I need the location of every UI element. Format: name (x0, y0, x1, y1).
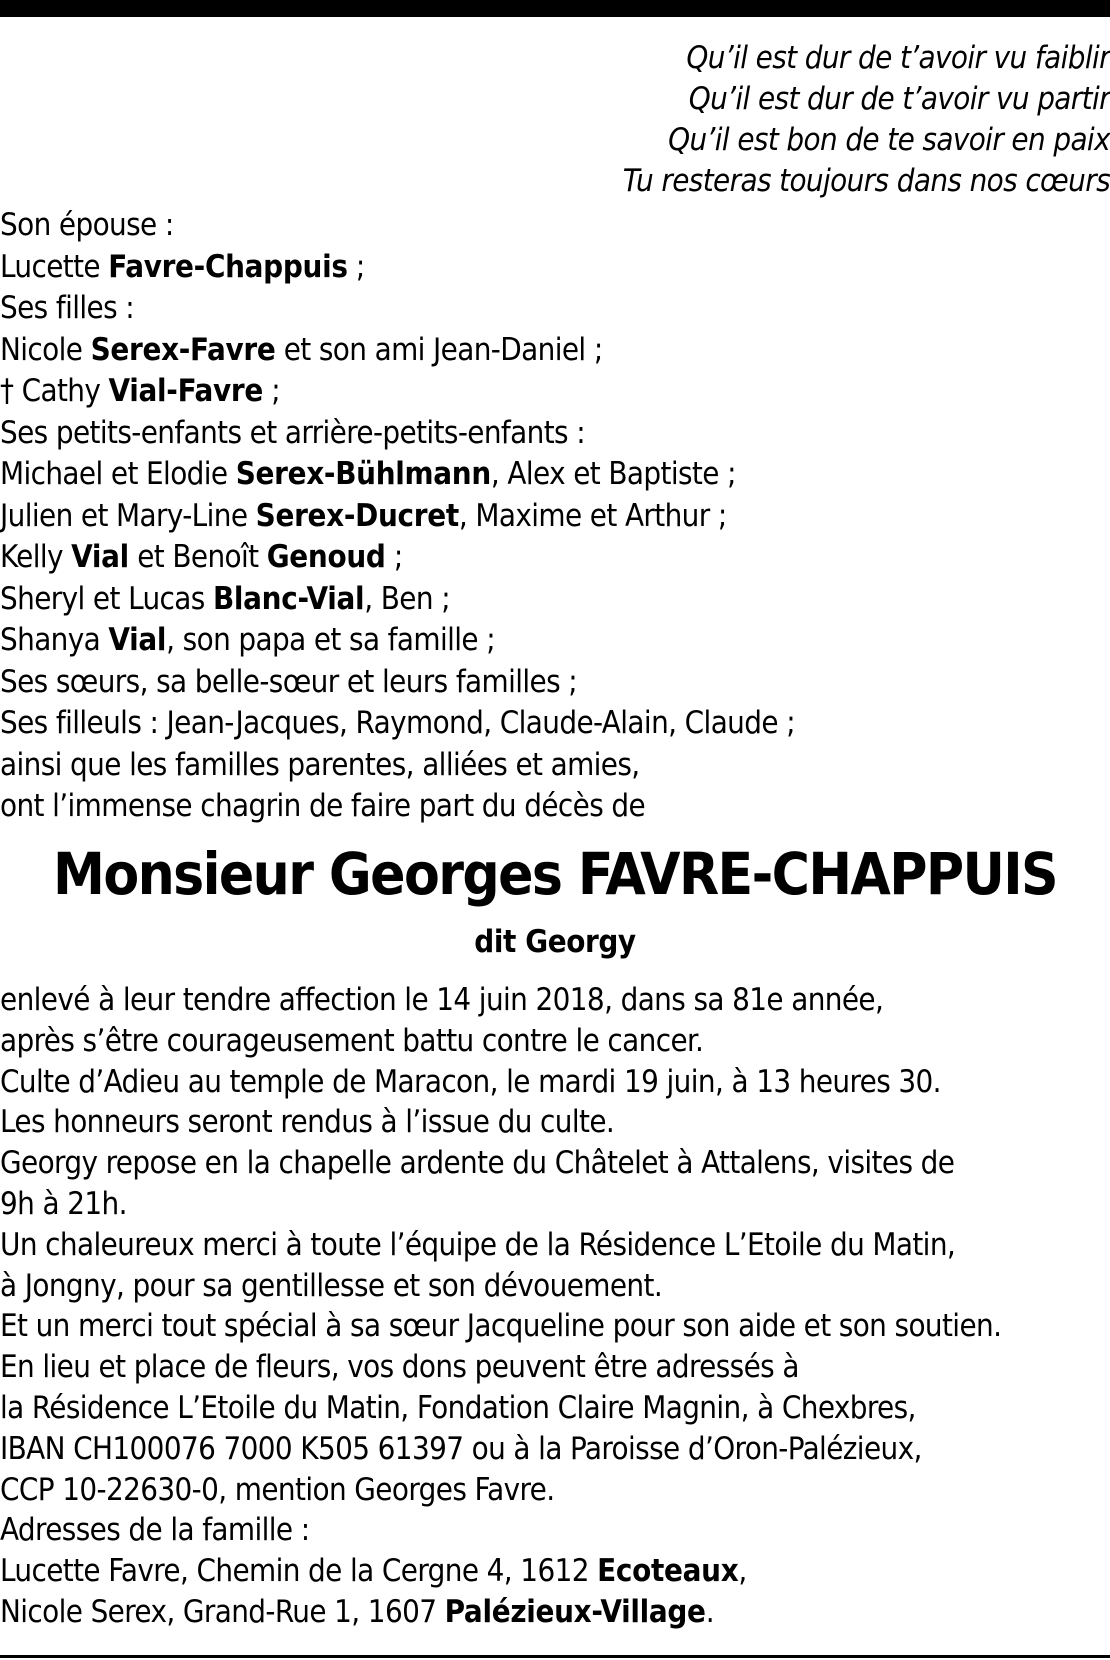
address-line: Lucette Favre, Chemin de la Cergne 4, 1612 Ecoteaux, (0, 1553, 747, 1590)
family-line: Ses sœurs, sa belle-sœur et leurs familles ; (0, 663, 578, 700)
poem-line: Qu’il est dur de t’avoir vu partir (688, 81, 1110, 117)
detail-line: la Résidence L’Etoile du Matin, Fondation Claire Magnin, à Chexbres, (0, 1389, 916, 1426)
family-line: † Cathy Vial-Favre ; (0, 373, 281, 409)
family-line: Nicole Serex-Favre et son ami Jean-Daniel ; (0, 331, 603, 368)
detail-line: CCP 10-22630-0, mention Georges Favre. (0, 1471, 555, 1508)
deceased-name: Monsieur Georges FAVRE-CHAPPUIS (52, 840, 1058, 908)
detail-line: Culte d’Adieu au temple de Maracon, le mardi 19 juin, à 13 heures 30. (0, 1063, 941, 1100)
family-line: Julien et Mary-Line Serex-Ducret, Maxime et Arthur ; (0, 497, 727, 534)
family-line: Sheryl et Lucas Blanc-Vial, Ben ; (0, 580, 450, 617)
family-line: Ses filleuls : Jean-Jacques, Raymond, Claude-Alain, Claude ; (0, 705, 795, 741)
detail-line: Un chaleureux merci à toute l’équipe de la Résidence L’Etoile du Matin, (0, 1226, 956, 1263)
detail-line: 9h à 21h. (0, 1185, 127, 1222)
bottom-rule (0, 1655, 1110, 1658)
detail-line: Georgy repose en la chapelle ardente du Châtelet à Attalens, visites de (0, 1145, 955, 1182)
family-line: Shanya Vial, son papa et sa famille ; (0, 622, 496, 658)
family-line: Son épouse : (0, 207, 174, 243)
deceased-nickname: dit Georgy (474, 924, 636, 960)
detail-line: après s’être courageusement battu contre le cancer. (0, 1022, 704, 1059)
detail-line: En lieu et place de fleurs, vos dons peuvent être adressés à (0, 1349, 799, 1386)
top-rule (0, 0, 1110, 17)
details-text (0, 980, 1110, 1633)
detail-line: Les honneurs seront rendus à l’issue du culte. (0, 1104, 615, 1141)
family-line: ainsi que les familles parentes, alliées et amies, (0, 746, 640, 783)
poem-line: Qu’il est dur de t’avoir vu faiblir (686, 40, 1110, 76)
family-line: ont l’immense chagrin de faire part du décès de (0, 788, 646, 824)
poem-line: Qu’il est bon de te savoir en paix (668, 122, 1110, 158)
poem (0, 38, 1110, 202)
family-line: Kelly Vial et Benoît Genoud ; (0, 539, 403, 575)
detail-line: à Jongny, pour sa gentillesse et son dévouement. (0, 1267, 663, 1304)
family-list (0, 205, 1110, 828)
detail-line: Adresses de la famille : (0, 1512, 310, 1549)
family-line: Michael et Elodie Serex-Bühlmann, Alex et Baptiste ; (0, 456, 736, 492)
detail-line: Et un merci tout spécial à sa sœur Jacqueline pour son aide et son soutien. (0, 1308, 1002, 1345)
address-line: Nicole Serex, Grand-Rue 1, 1607 Palézieux-Village. (0, 1593, 714, 1630)
detail-line: enlevé à leur tendre affection le 14 juin 2018, dans sa 81e année, (0, 982, 884, 1018)
family-line: Ses filles : (0, 290, 135, 326)
family-line: Lucette Favre-Chappuis ; (0, 248, 365, 285)
poem-line: Tu resteras toujours dans nos cœurs (622, 163, 1110, 199)
detail-line: IBAN CH100076 7000 K505 61397 ou à la Paroisse d’Oron-Palézieux, (0, 1430, 922, 1467)
family-line: Ses petits-enfants et arrière-petits-enfants : (0, 414, 586, 451)
